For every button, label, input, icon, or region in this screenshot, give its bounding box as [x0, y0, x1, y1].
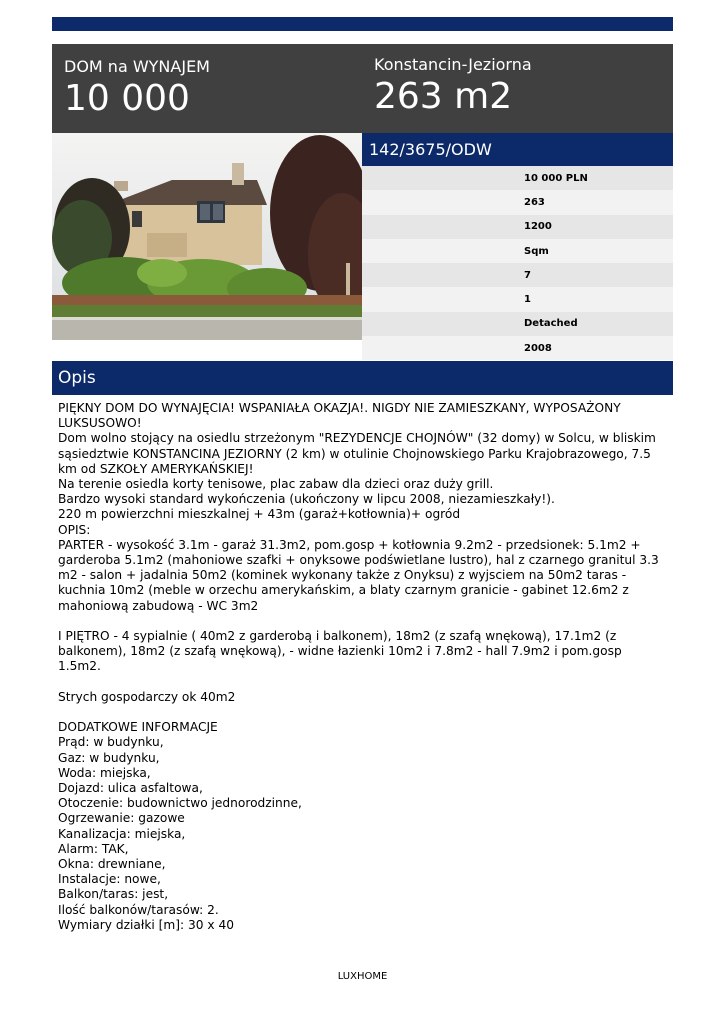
details-table: [362, 166, 673, 360]
detail-row-price: 10 000 PLN: [362, 166, 673, 190]
top-accent-bar: [52, 17, 673, 31]
description-line: OPIS:: [58, 522, 91, 537]
spacer: [58, 675, 668, 690]
extra-info-line: Otoczenie: budownictwo jednorodzinne,: [58, 796, 302, 811]
description-line: 220 m powierzchni mieszkalnej + 43m (garaż+kotłownia)+ ogród: [58, 507, 461, 522]
extra-info-line: Wymiary działki [m]: 30 x 40: [58, 917, 234, 932]
reference-number: 142/3675/ODW: [362, 133, 673, 166]
extra-info-heading: DODATKOWE INFORMACJE: [58, 720, 218, 735]
extra-info-line: Ogrzewanie: gazowe: [58, 811, 185, 826]
description-floor1: I PIĘTRO - 4 sypialnie ( 40m2 z garderobą i balkonem), 18m2 (z szafą wnękową), 17.1m2 (z balkonem), 18m2 (z szafą wnękową), - widne łazienki 10m2 i 7.8m2 - hall 7.9m2 i pom.gosp 1.5m2.: [58, 629, 622, 674]
listing-price: 10 000: [64, 78, 190, 119]
detail-row-area: 263: [362, 190, 673, 214]
extra-info-line: Okna: drewniane,: [58, 857, 166, 872]
extra-info-line: Woda: miejska,: [58, 765, 151, 780]
extra-info-line: Balkon/taras: jest,: [58, 887, 169, 902]
description-line: Na terenie osiedla korty tenisowe, plac zabaw dla dzieci oraz duży grill.: [58, 477, 494, 492]
extra-info-line: Instalacje: nowe,: [58, 872, 161, 887]
listing-type: DOM na WYNAJEM: [64, 57, 210, 76]
spacer: [58, 614, 668, 629]
listing-location: Konstancin-Jeziorna: [374, 55, 532, 74]
detail-row-rooms: 7: [362, 263, 673, 287]
detail-row-plot: 1200: [362, 215, 673, 239]
extra-info-line: Ilość balkonów/tarasów: 2.: [58, 902, 219, 917]
extra-info-line: Prąd: w budynku,: [58, 735, 164, 750]
description-line: Dom wolno stojący na osiedlu strzeżonym "REZYDENCJE CHOJNÓW" (32 domy) w Solcu, w bliskim sąsiedztwie KONSTANCINA JEZIORNY (2 km) w otulinie Chojnowskiego Parku Krajobrazowego, 7.5 km od SZKOŁY AMERYKAŃSKIEJ!: [58, 431, 656, 476]
description-body: [58, 401, 668, 933]
detail-row-type: Detached: [362, 312, 673, 336]
extra-info-line: Alarm: TAK,: [58, 841, 129, 856]
description-line: PARTER - wysokość 3.1m - garaż 31.3m2, pom.gosp + kotłownia 9.2m2 - przedsionek: 5.1m2 + garderoba 5.1m2 (mahoniowe szafki + onyksowe podświetlane lustro), hal z czarnego granitul 3.3 m2 - salon + jadalnia 50m2 (kominek wykonany także z Onyksu) z wyjsciem na 50m2 taras - kuchnia 10m2 (meble w orzechu amerykańskim, a blaty czarnym granicie - gabinet 12.6m2 z mahoniową zabudową - WC 3m2: [58, 537, 659, 613]
detail-row-floors: 1: [362, 287, 673, 311]
extra-info-line: Gaz: w budynku,: [58, 750, 160, 765]
extra-info-line: Kanalizacja: miejska,: [58, 826, 186, 841]
spacer: [58, 705, 668, 720]
description-attic: Strych gospodarczy ok 40m2: [58, 689, 236, 704]
property-photo: [52, 133, 362, 340]
detail-row-year: 2008: [362, 336, 673, 360]
header-left: [64, 56, 210, 120]
footer-brand: LUXHOME: [337, 971, 388, 982]
description-line: PIĘKNY DOM DO WYNAJĘCIA! WSPANIAŁA OKAZJA!. NIGDY NIE ZAMIESZKANY, WYPOSAŻONY LUKSUSOWO!: [58, 401, 621, 431]
header-right: [374, 54, 532, 118]
detail-row-unit: Sqm: [362, 239, 673, 263]
extra-info-line: Dojazd: ulica asfaltowa,: [58, 781, 203, 796]
listing-header: [52, 44, 673, 133]
listing-area: 263 m2: [374, 76, 513, 117]
description-heading: Opis: [52, 361, 673, 395]
description-line: Bardzo wysoki standard wykończenia (ukończony w lipcu 2008, niezamieszkały!).: [58, 492, 555, 507]
